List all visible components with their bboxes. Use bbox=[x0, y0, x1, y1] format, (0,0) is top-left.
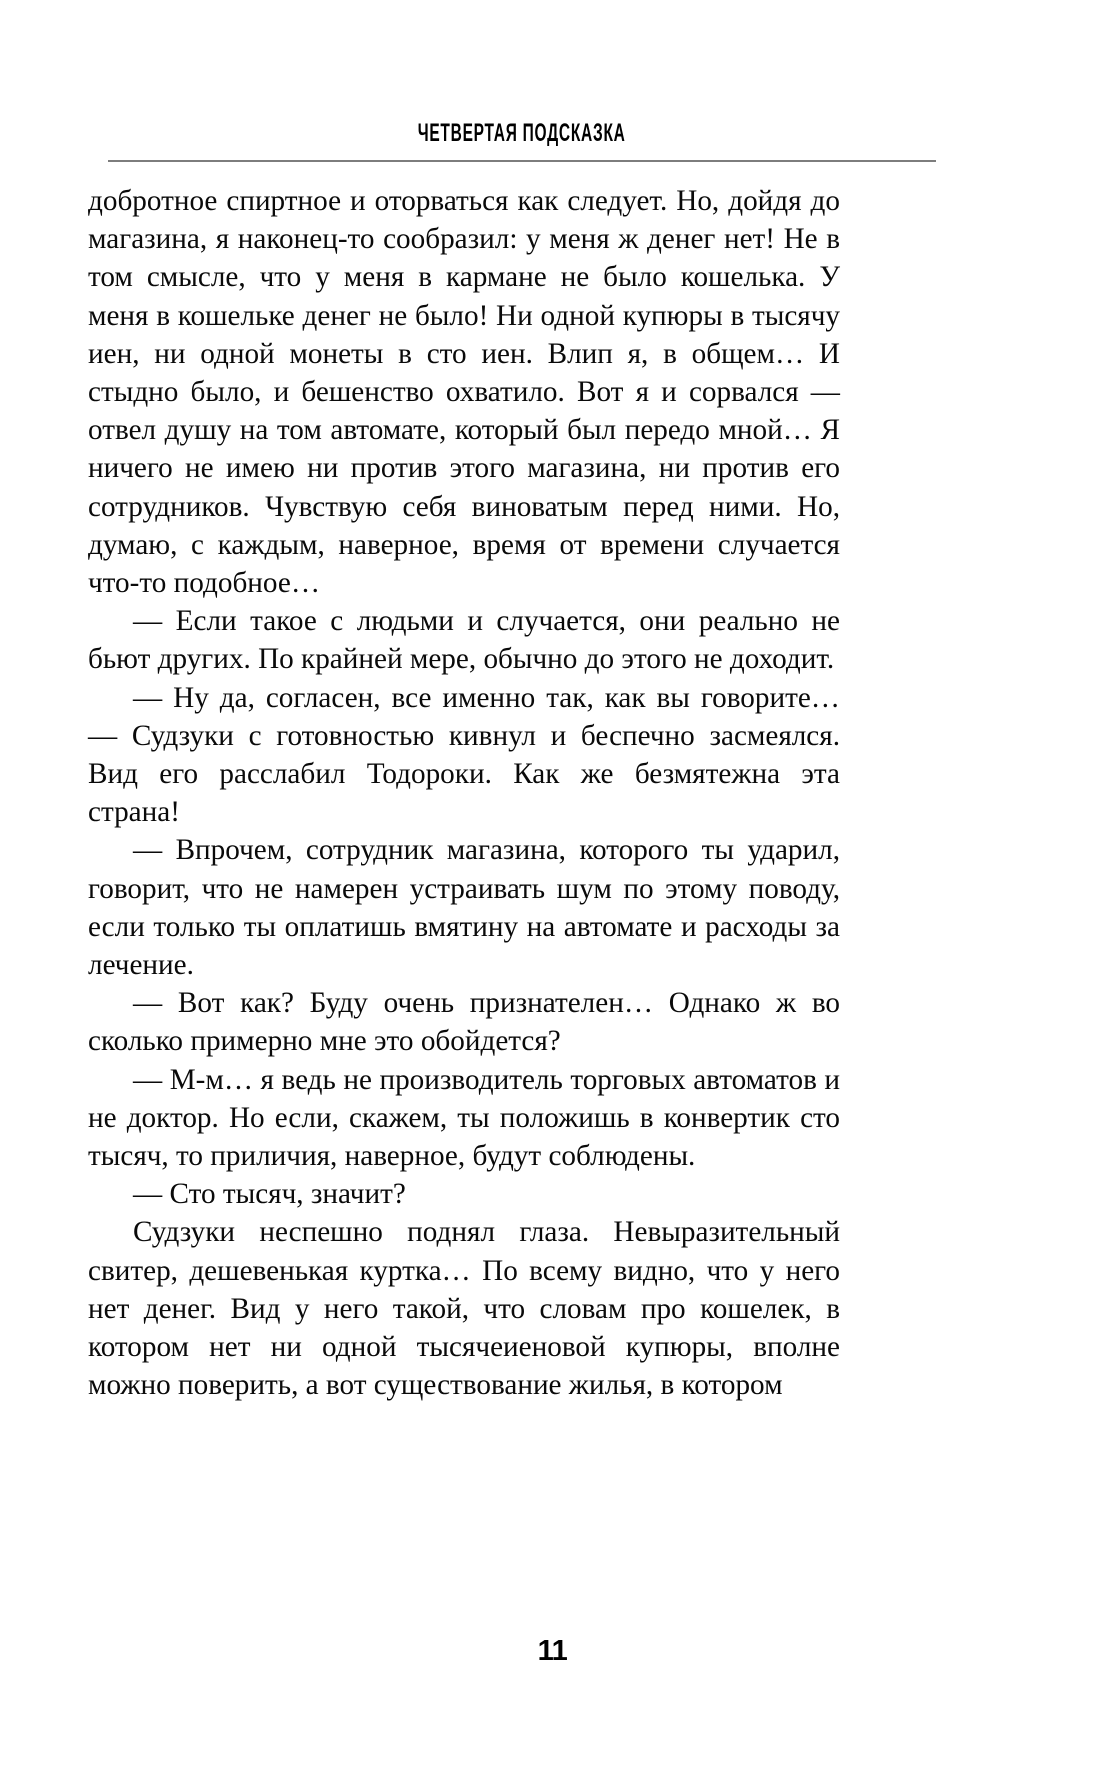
paragraph: — Ну да, согласен, все именно так, как вы говорите… — Судзуки с готовностью кивнул и беспечно засмеялся. Вид его расслабил Тодороки. Как же безмятежна эта страна! bbox=[88, 681, 840, 829]
paragraph: — Впрочем, сотрудник магазина, которого ты ударил, говорит, что не намерен устраивать шум по этому поводу, если только ты оплатишь вмятину на автомате и расходы за лечение. bbox=[88, 834, 840, 982]
running-header bbox=[108, 118, 936, 148]
paragraph: — М-м… я ведь не производитель торговых автоматов и не доктор. Но если, скажем, ты положишь в конвертик сто тысяч, то приличия, наверное, будут соблюдены. bbox=[88, 1063, 840, 1173]
body-text-block bbox=[88, 182, 840, 1405]
paragraph: — Вот как? Буду очень признателен… Однако ж во сколько примерно мне это обойдется? bbox=[88, 987, 840, 1058]
paragraph: — Если такое с людьми и случается, они реально не бьют других. По крайней мере, обычно до этого не доходит. bbox=[88, 605, 840, 676]
paragraph: добротное спиртное и оторваться как следует. Но, дойдя до магазина, я наконец-то сообразил: у меня ж денег нет! Не в том смысле, что у меня в кармане не было кошелька. У меня в кошельке денег не было! Ни одной купюры в тысячу иен, ни одной монеты в сто иен. Влип я, в общем… И стыдно было, и бешенство охватило. Вот я и сорвался — отвел душу на том автомате, который был передо мной… Я ничего не имею ни против этого магазина, ни против его сотрудников. Чувствую себя виноватым перед ними. Но, думаю, с каждым, наверное, время от времени случается что-то подобное… bbox=[88, 185, 840, 600]
paragraph: Судзуки неспешно поднял глаза. Невыразительный свитер, дешевенькая куртка… По всему видно, что у него нет денег. Вид у него такой, что словам про кошелек, в котором нет ни одной тысячеиеновой купюры, вполне можно поверить, а вот существование жилья, в котором bbox=[88, 1216, 840, 1402]
chapter-title: ЧЕТВЕРТАЯ ПОДСКАЗКА bbox=[418, 119, 626, 147]
paragraph: — Сто тысяч, значит? bbox=[133, 1178, 406, 1211]
page-number: 11 bbox=[537, 1635, 568, 1667]
header-divider-rule bbox=[108, 160, 936, 162]
